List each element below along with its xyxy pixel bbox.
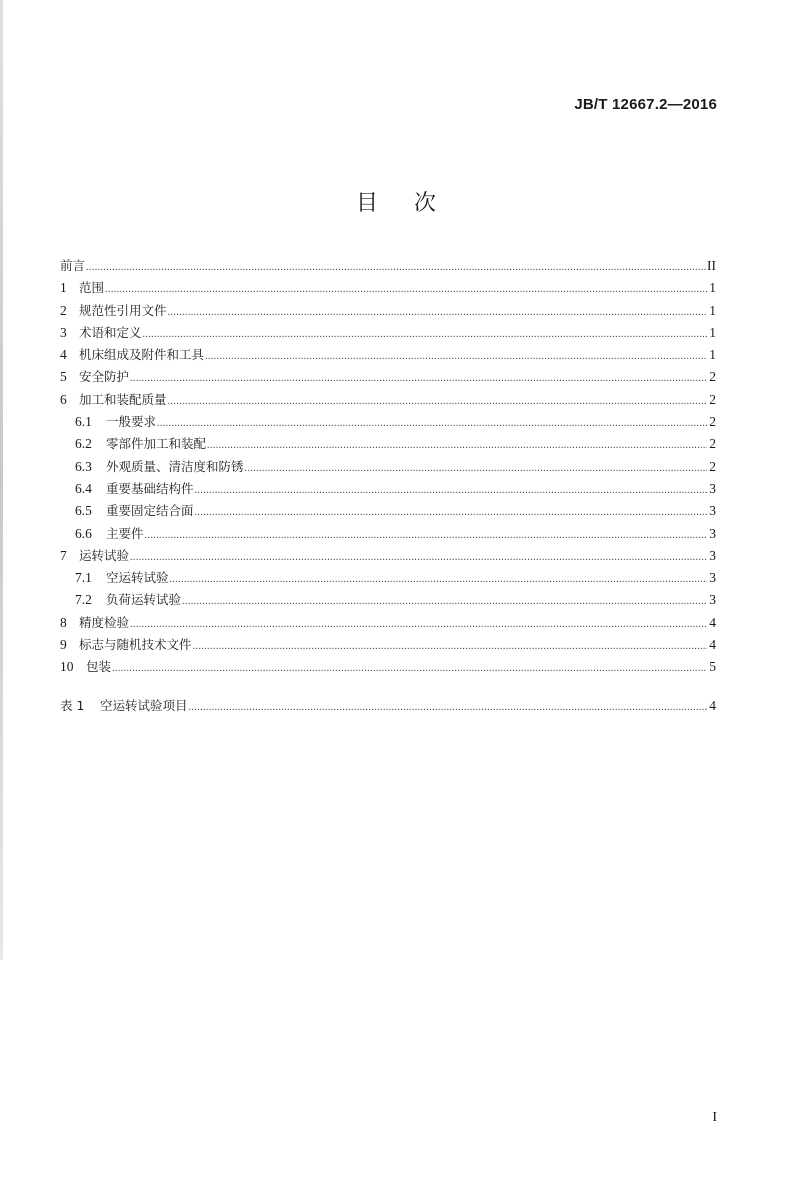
dot-leader — [157, 413, 707, 435]
toc-entry-number: 8 — [60, 614, 67, 630]
toc-entry-title: 负荷运转试验 — [106, 592, 182, 608]
toc-entry-title: 安全防护 — [79, 369, 130, 385]
dot-leader — [86, 257, 706, 279]
table-entry-title: 空运转试验项目 — [100, 698, 188, 713]
toc-entry-title: 术语和定义 — [79, 324, 142, 340]
dot-leader — [130, 614, 707, 636]
dot-leader — [143, 324, 707, 346]
toc-entry-page: 1 — [709, 280, 716, 296]
toc-entry[interactable] — [60, 612, 716, 634]
dot-leader — [105, 279, 707, 301]
table-of-contents — [60, 255, 716, 679]
toc-entry-number: 6.6 — [75, 525, 92, 541]
dot-leader — [193, 636, 707, 658]
table-entry-page: 4 — [709, 698, 716, 713]
dot-leader — [245, 458, 707, 480]
dot-leader — [168, 302, 707, 324]
toc-entry-title: 空运转试验 — [106, 570, 169, 586]
table-entry[interactable] — [60, 695, 716, 717]
toc-entry-number: 4 — [60, 347, 67, 363]
toc-entry-title: 精度检验 — [79, 614, 130, 630]
document-code: JB/T 12667.2—2016 — [574, 96, 717, 113]
toc-entry-number: 7.2 — [75, 592, 92, 608]
toc-entry-title: 前言 — [60, 258, 86, 273]
toc-entry-page: 4 — [709, 614, 716, 630]
toc-entry-number: 10 — [60, 659, 74, 675]
toc-entry-page: 3 — [709, 547, 716, 563]
toc-entry-number: 3 — [60, 324, 67, 340]
toc-entry[interactable] — [60, 545, 716, 567]
toc-entry-page: 3 — [709, 503, 716, 519]
dot-leader — [195, 480, 707, 502]
toc-entry-page: 2 — [709, 436, 716, 452]
toc-entry-title: 运转试验 — [79, 547, 130, 563]
toc-entry[interactable] — [60, 255, 716, 277]
dot-leader — [130, 547, 707, 569]
dot-leader — [189, 697, 707, 719]
toc-entry-title: 主要件 — [106, 525, 144, 541]
toc-entry-title: 一般要求 — [106, 414, 157, 430]
toc-entry-number: 1 — [60, 280, 67, 296]
dot-leader — [130, 368, 707, 390]
dot-leader — [170, 569, 707, 591]
toc-entry-number: 6.1 — [75, 414, 92, 430]
toc-entry-page: 1 — [709, 324, 716, 340]
scan-edge — [0, 0, 3, 960]
toc-entry-number: 6.5 — [75, 503, 92, 519]
toc-entry[interactable] — [60, 433, 716, 455]
toc-entry-page: 5 — [709, 659, 716, 675]
toc-entry-title: 规范性引用文件 — [79, 302, 167, 318]
page-title: 目次 — [355, 191, 472, 216]
toc-entry-page: 1 — [709, 302, 716, 318]
toc-entry-title: 加工和装配质量 — [79, 391, 167, 407]
toc-entry[interactable] — [60, 277, 716, 299]
toc-entry-title: 包装 — [86, 659, 112, 675]
toc-entry-number: 6.4 — [75, 480, 92, 496]
toc-entry[interactable] — [60, 478, 716, 500]
toc-entry[interactable] — [60, 300, 716, 322]
dot-leader — [195, 502, 707, 524]
toc-entry-page: 2 — [709, 458, 716, 474]
toc-entry-number: 6.2 — [75, 436, 92, 452]
toc-entry-number: 6.3 — [75, 458, 92, 474]
list-of-tables — [60, 695, 716, 717]
dot-leader — [207, 435, 707, 457]
toc-entry-page: 3 — [709, 525, 716, 541]
toc-entry-page: 3 — [709, 592, 716, 608]
toc-entry-title: 机床组成及附件和工具 — [79, 347, 205, 363]
dot-leader — [182, 591, 707, 613]
toc-entry[interactable] — [60, 523, 716, 545]
toc-entry[interactable] — [60, 389, 716, 411]
toc-entry-number: 5 — [60, 369, 67, 385]
toc-entry[interactable] — [60, 366, 716, 388]
toc-entry-page: 4 — [709, 637, 716, 653]
table-entry-label: 表 1 — [60, 698, 85, 713]
toc-entry[interactable] — [60, 634, 716, 656]
dot-leader — [205, 346, 707, 368]
toc-entry[interactable] — [60, 656, 716, 678]
dot-leader — [168, 391, 707, 413]
toc-entry-page: 2 — [709, 414, 716, 430]
toc-entry[interactable] — [60, 589, 716, 611]
toc-entry-title: 重要固定结合面 — [106, 503, 194, 519]
toc-entry[interactable] — [60, 567, 716, 589]
toc-entry[interactable] — [60, 322, 716, 344]
toc-entry-page: 1 — [709, 347, 716, 363]
toc-entry-page: 3 — [709, 480, 716, 496]
toc-entry-number: 7.1 — [75, 570, 92, 586]
toc-entry-page: 2 — [709, 391, 716, 407]
toc-entry-page: 3 — [709, 570, 716, 586]
dot-leader — [112, 658, 707, 680]
toc-entry-title: 外观质量、清洁度和防锈 — [106, 458, 244, 474]
toc-entry-title: 范围 — [79, 280, 105, 296]
toc-entry-page: II — [707, 258, 716, 273]
toc-entry-page: 2 — [709, 369, 716, 385]
toc-entry-title: 标志与随机技术文件 — [79, 637, 192, 653]
toc-entry-title: 重要基础结构件 — [106, 480, 194, 496]
dot-leader — [145, 525, 707, 547]
toc-entry[interactable] — [60, 500, 716, 522]
page-number: I — [712, 1110, 717, 1125]
toc-entry[interactable] — [60, 344, 716, 366]
toc-entry[interactable] — [60, 456, 716, 478]
toc-entry-title: 零部件加工和装配 — [106, 436, 207, 452]
toc-entry-number: 2 — [60, 302, 67, 318]
toc-entry-number: 9 — [60, 637, 67, 653]
toc-entry[interactable] — [60, 411, 716, 433]
toc-entry-number: 6 — [60, 391, 67, 407]
toc-entry-number: 7 — [60, 547, 67, 563]
